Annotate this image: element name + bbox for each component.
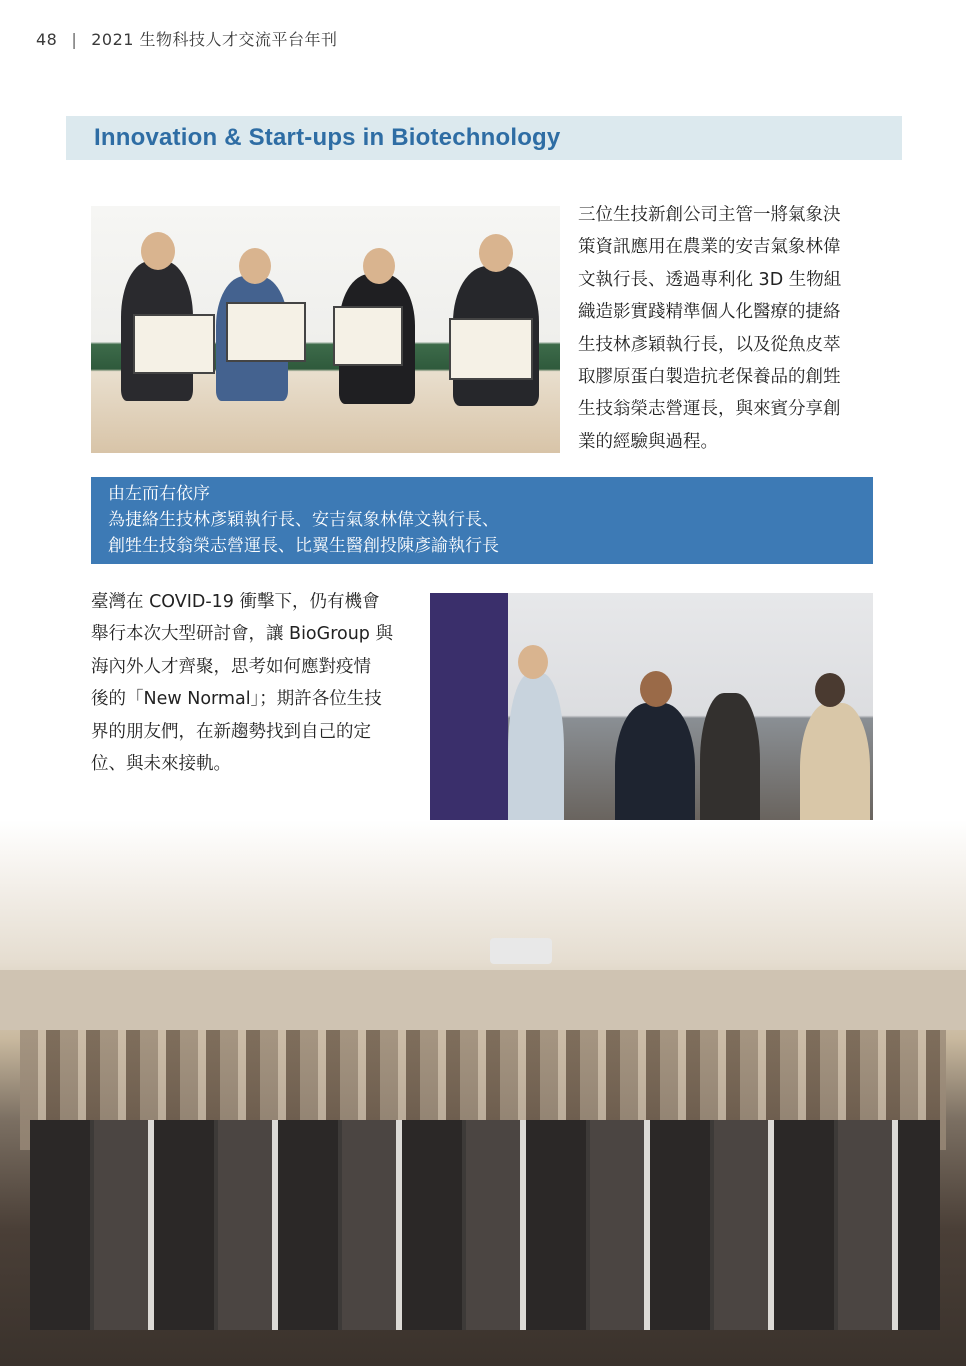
- caption-line-2: 為捷絡生技林彥穎執行長、安吉氣象林偉文執行長、: [108, 510, 499, 530]
- person-head: [815, 673, 845, 707]
- person-head: [363, 248, 395, 284]
- person-head: [640, 671, 672, 707]
- page-header: [36, 27, 338, 50]
- page-number: 48: [36, 30, 58, 49]
- certificate-document: [133, 314, 215, 374]
- caption-line-3: 創甡生技翁榮志營運長、比翼生醫創投陳彥諭執行長: [108, 536, 499, 556]
- publication-title: 2021 生物科技人才交流平台年刊: [91, 30, 338, 49]
- person-head: [518, 645, 548, 679]
- certificate-document: [449, 318, 533, 380]
- certificate-document: [226, 302, 306, 362]
- section-title-band: [66, 116, 902, 160]
- intro-paragraph: 三位生技新創公司主管一將氣象決 策資訊應用在農業的安吉氣象林偉 文執行長、透過專利化 3D 生物組 織造影實踐精準個人化醫療的捷絡 生技林彥穎執行長，以及從魚皮萃 取膠原蛋白製造抗老保養品的創甡 生技翁榮志營運長，與來賓分享創 業的經驗與過程。: [578, 205, 842, 452]
- person-head: [141, 232, 175, 270]
- projector-icon: [490, 938, 552, 964]
- auditorium-wall: [0, 970, 966, 1030]
- section-title: Innovation & Start-ups in Biotechnology: [94, 124, 561, 151]
- person-head: [239, 248, 271, 284]
- header-separator: |: [71, 30, 78, 49]
- certificate-document: [333, 306, 403, 366]
- signing-ceremony-photo: [91, 206, 560, 453]
- front-row-people: [30, 1120, 940, 1330]
- covid-paragraph: 臺灣在 COVID-19 衝擊下，仍有機會 舉行本次大型研討會，讓 BioGroup 與 海內外人才齊聚，思考如何應對疫情 後的「New Normal」；期許各位生技 界的朋友們，在新趨勢找到自己的定 位、與未來接軌。: [91, 592, 393, 775]
- photo-caption-box: [91, 477, 873, 564]
- person-head: [479, 234, 513, 272]
- caption-line-1: 由左而右依序: [108, 484, 210, 504]
- group-audience-photo: [0, 820, 966, 1366]
